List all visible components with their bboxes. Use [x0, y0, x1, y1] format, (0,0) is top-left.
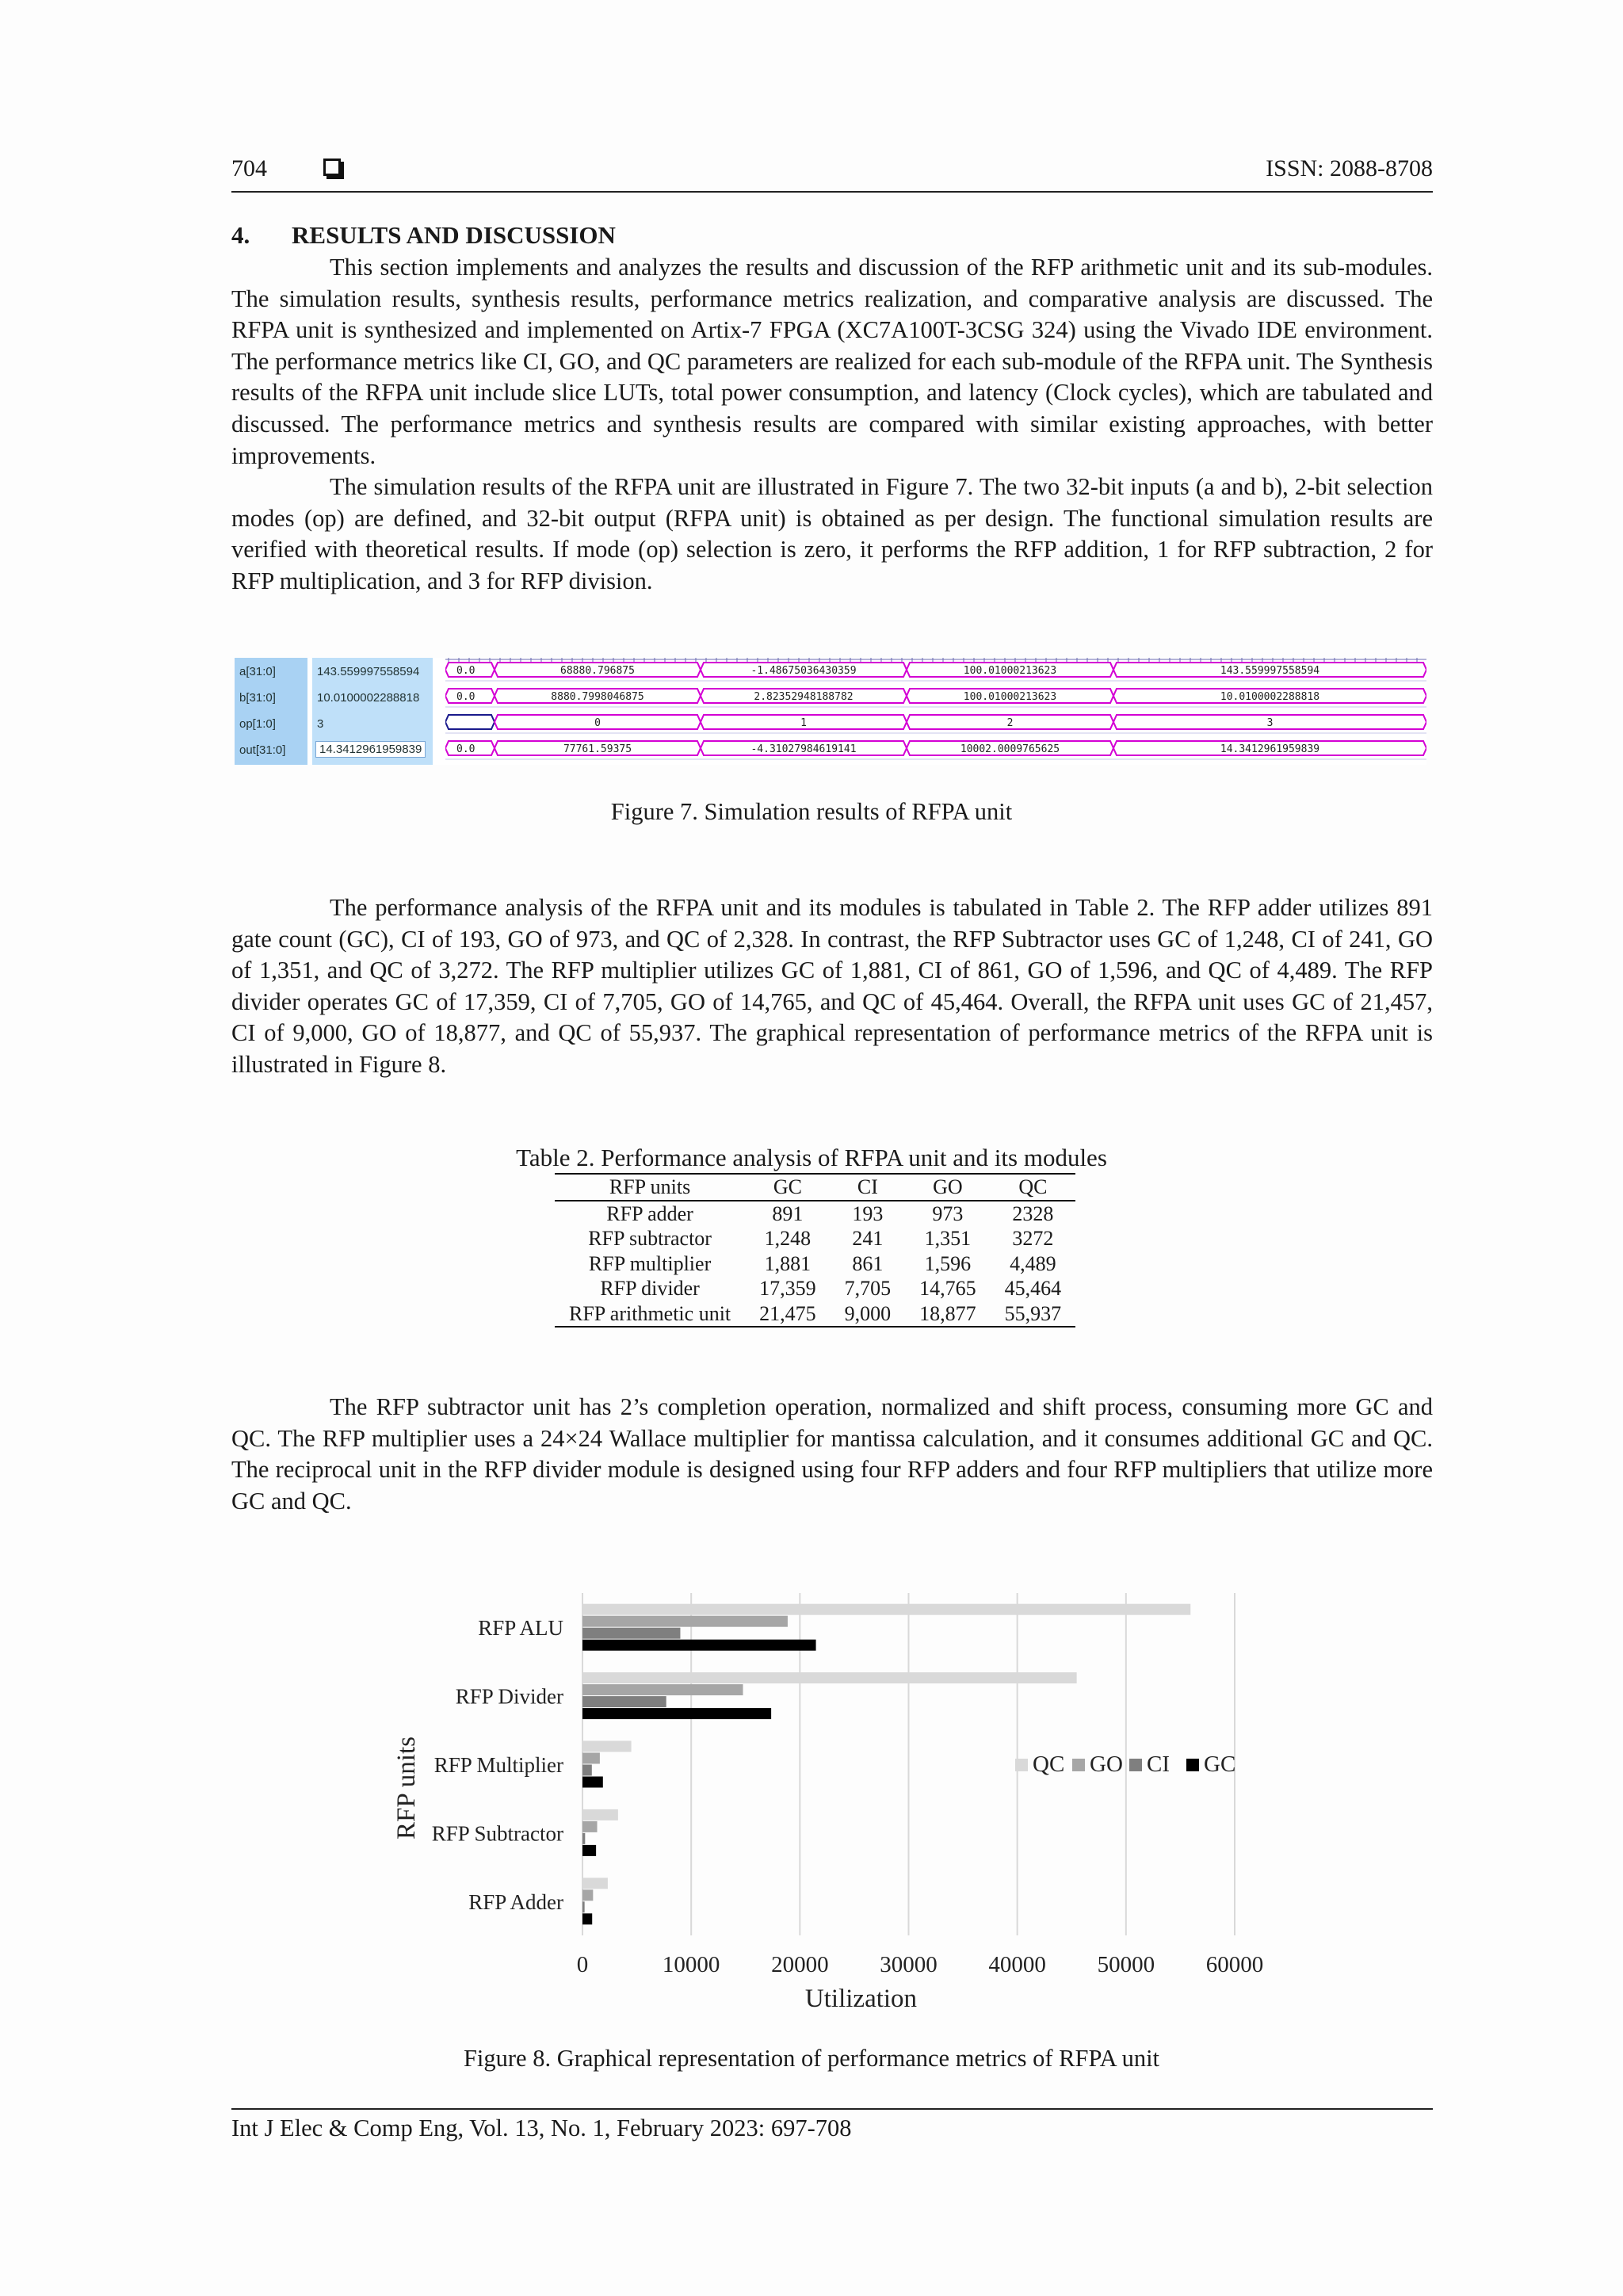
bus-value: 0: [594, 717, 601, 729]
table-cell: 7,705: [844, 1277, 892, 1300]
column-header: GO: [933, 1175, 963, 1198]
legend-label: CI: [1147, 1752, 1170, 1777]
x-tick-label: 60000: [1205, 1952, 1264, 1977]
table-header-row: [555, 1174, 1075, 1201]
table-row: [555, 1251, 1075, 1277]
x-tick-label: 40000: [988, 1952, 1046, 1977]
table-cell: 18,877: [919, 1301, 976, 1325]
bus-value: 10.0100002288818: [1220, 691, 1320, 703]
legend-label: GO: [1090, 1752, 1123, 1777]
legend-swatch: [1015, 1759, 1028, 1771]
table-cell: RFP multiplier: [588, 1251, 712, 1275]
issn: ISSN: 2088-8708: [1266, 155, 1433, 181]
simulation-waveform: [235, 658, 1426, 765]
bus-segment: [445, 715, 495, 729]
section-title: RESULTS AND DISCUSSION: [292, 221, 616, 249]
bar-qc: [582, 1809, 618, 1820]
signal-value: 10.0100002288818: [317, 691, 420, 705]
bar-gc: [582, 1845, 596, 1856]
bar-qc: [582, 1604, 1190, 1615]
table-cell: 9,000: [844, 1301, 892, 1325]
bar-go: [582, 1684, 743, 1695]
column-header: GC: [773, 1175, 802, 1198]
legend-label: GC: [1204, 1752, 1236, 1777]
bus-value: 2: [1006, 717, 1014, 729]
footer-rule: [231, 2108, 1433, 2110]
bus-value: 100.01000213623: [963, 691, 1057, 703]
table-cell: 1,596: [924, 1251, 972, 1275]
bar-go: [582, 1753, 600, 1764]
legend-swatch: [1186, 1759, 1199, 1771]
signal-name[interactable]: out[31:0]: [239, 743, 286, 757]
column-header: RFP units: [609, 1175, 691, 1198]
bar-qc: [582, 1741, 632, 1752]
paragraph-2: The simulation results of the RFPA unit are illustrated in Figure 7. The two 32-bit inputs (a and b), 2-bit selection modes (op) are defined, and 32-bit output (RFPA unit) is obtained as per design. The functional simulation results are verified with theoretical results. If mode (op) selection is zero, it performs the RFP addition, 1 for RFP subtraction, 2 for RFP multiplication, and 3 for RFP division.: [231, 473, 1433, 594]
y-tick-label: RFP Divider: [455, 1684, 563, 1709]
x-tick-label: 30000: [880, 1952, 938, 1977]
signal-value-column: [312, 658, 433, 765]
bar-ci: [582, 1628, 680, 1639]
table-cell: 55,937: [1004, 1301, 1062, 1325]
table-cell: 17,359: [759, 1277, 816, 1300]
bus-value: 10002.0009765625: [960, 743, 1060, 755]
table-cell: 45,464: [1004, 1277, 1062, 1300]
signal-value: 3: [317, 717, 324, 731]
signal-trace-4: [445, 741, 1426, 759]
utilization-bar-chart: [0, 1577, 1623, 2021]
table-2-caption: Table 2. Performance analysis of RFPA unit and its modules: [516, 1144, 1107, 1171]
signal-trace-3: [445, 715, 1426, 733]
header-rule: [231, 191, 1433, 193]
bar-ci: [582, 1901, 585, 1912]
bus-value: 0.0: [456, 665, 475, 677]
bus-value: 2.82352948188782: [754, 691, 854, 703]
bar-go: [582, 1616, 788, 1627]
table-cell: RFP subtractor: [588, 1227, 712, 1250]
figure-7-caption: Figure 7. Simulation results of RFPA unit: [610, 798, 1013, 825]
legend-swatch: [1072, 1759, 1085, 1771]
y-tick-label: RFP Subtractor: [431, 1821, 563, 1846]
paragraph-3: The performance analysis of the RFPA unit and its modules is tabulated in Table 2. The RFP adder utilizes 891 gate count (GC), CI of 193, GO of 973, and QC of 2,328. In contrast, the RFP Subtractor uses GC of 1,248, CI of 241, GO of 1,351, and QC of 3,272. The RFP multiplier utilizes GC of 1,881, CI of 861, GO of 1,596, and QC of 4,489. The RFP divider operates GC of 17,359, CI of 7,705, GO of 14,765, and QC of 45,464. Overall, the RFPA unit uses GC of 21,457, CI of 9,000, GO of 18,877, and QC of 55,937. The graphical representation of performance metrics of the RFPA unit is illustrated in Figure 8.: [231, 894, 1433, 1078]
bus-value: 100.01000213623: [963, 665, 1057, 677]
table-cell: RFP arithmetic unit: [569, 1301, 731, 1325]
table-cell: 973: [932, 1201, 964, 1225]
table-cell: 193: [852, 1201, 884, 1225]
table-row: [555, 1226, 1075, 1251]
column-header: QC: [1018, 1175, 1048, 1198]
table-cell: RFP adder: [606, 1201, 693, 1225]
table-cell: 14,765: [919, 1277, 976, 1300]
x-tick-label: 0: [576, 1952, 589, 1977]
bus-value: 68880.796875: [560, 665, 635, 677]
table-cell: 241: [852, 1227, 884, 1250]
paragraph-1: This section implements and analyzes the results and discussion of the RFP arithmetic unit and its sub-modules. The simulation results, synthesis results, performance metrics realization, and comparative analysis are discussed. The RFPA unit is synthesized and implemented on Artix-7 FPGA (XC7A100T-3CSG 324) using the Vivado IDE environment. The performance metrics like CI, GO, and QC parameters are realized for each sub-module of the RFPA unit. The Synthesis results of the RFPA unit include slice LUTs, total power consumption, and latency (Clock cycles), which are tabulated and discussed. The performance metrics and synthesis results are compared with similar existing approaches, with better improvements.: [231, 254, 1433, 469]
signal-name[interactable]: a[31:0]: [239, 665, 276, 678]
bus-value: 14.3412961959839: [1220, 743, 1320, 755]
bar-gc: [582, 1913, 592, 1924]
section-number: 4.: [231, 221, 250, 249]
bar-qc: [582, 1878, 608, 1889]
table-cell: 861: [852, 1251, 884, 1275]
x-tick-label: 10000: [662, 1952, 720, 1977]
bar-gc: [582, 1777, 603, 1788]
paragraph-4: The RFP subtractor unit has 2’s completion operation, normalized and shift process, consuming more GC and QC. The RFP multiplier uses a 24×24 Wallace multiplier for mantissa calculation, and it consumes additional GC and QC. The reciprocal unit in the RFP divider module is designed using four RFP adders and four RFP multipliers that utilize more GC and QC.: [231, 1393, 1433, 1515]
legend-swatch: [1129, 1759, 1142, 1771]
bar-ci: [582, 1833, 585, 1844]
page-number: 704: [231, 155, 267, 181]
table-cell: 891: [772, 1201, 804, 1225]
bus-value: -4.31027984619141: [750, 743, 857, 755]
x-tick-label: 20000: [771, 1952, 829, 1977]
bus-value: -1.48675036430359: [750, 665, 857, 677]
column-header: CI: [857, 1175, 878, 1198]
figure-8-caption: Figure 8. Graphical representation of performance metrics of RFPA unit: [463, 2045, 1160, 2072]
signal-value: 14.3412961959839: [315, 741, 426, 758]
bus-value: 77761.59375: [563, 743, 632, 755]
legend-label: QC: [1033, 1752, 1065, 1777]
bus-value: 0.0: [456, 691, 475, 703]
table-cell: RFP divider: [600, 1277, 700, 1300]
table-row: [555, 1201, 1075, 1227]
y-tick-label: RFP ALU: [478, 1616, 563, 1641]
bar-go: [582, 1889, 593, 1901]
y-axis-title: RFP units: [392, 1736, 421, 1839]
bar-gc: [582, 1640, 816, 1651]
bar-go: [582, 1821, 598, 1832]
bus-value: 0.0: [456, 743, 475, 755]
signal-name[interactable]: b[31:0]: [239, 691, 276, 705]
waveform-area[interactable]: [445, 658, 1426, 765]
bus-value: 1: [800, 717, 807, 729]
signal-trace-1: [445, 663, 1426, 681]
bus-value: 8880.7998046875: [551, 691, 644, 703]
bar-ci: [582, 1765, 592, 1776]
signal-name[interactable]: op[1:0]: [239, 717, 276, 731]
table-cell: 4,489: [1010, 1251, 1056, 1275]
table-cell: 21,475: [759, 1301, 816, 1325]
table-cell: 1,881: [764, 1251, 812, 1275]
table-cell: 2328: [1012, 1201, 1054, 1225]
bar-qc: [582, 1672, 1077, 1683]
x-axis-title: Utilization: [804, 1985, 918, 2013]
signal-value: 143.559997558594: [317, 665, 420, 678]
bar-ci: [582, 1696, 666, 1707]
bus-value: 143.559997558594: [1220, 665, 1320, 677]
y-tick-label: RFP Adder: [468, 1889, 563, 1914]
signal-name-column: [235, 658, 307, 765]
performance-table: [555, 1173, 1075, 1328]
bus-value: 3: [1266, 717, 1274, 729]
table-row: [555, 1301, 1075, 1328]
x-tick-label: 50000: [1097, 1952, 1155, 1977]
table-cell: 1,351: [924, 1227, 972, 1250]
table-cell: 1,248: [764, 1227, 812, 1250]
table-cell: 3272: [1012, 1227, 1054, 1250]
y-tick-label: RFP Multiplier: [433, 1753, 563, 1777]
footer-citation: Int J Elec & Comp Eng, Vol. 13, No. 1, February 2023: 697-708: [231, 2115, 852, 2141]
bar-gc: [582, 1708, 771, 1719]
signal-trace-2: [445, 689, 1426, 707]
table-row: [555, 1276, 1075, 1301]
section-heading: [231, 221, 616, 250]
box-icon: [323, 159, 341, 176]
